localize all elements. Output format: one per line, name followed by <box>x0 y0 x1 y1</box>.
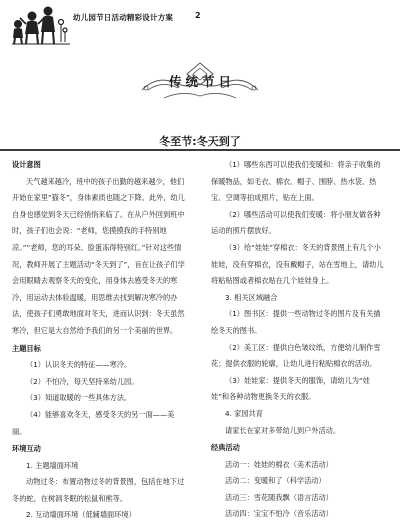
paragraph: （3）知道取暖的一些具体方法。 <box>26 393 132 403</box>
title-divider <box>0 149 400 151</box>
paragraph: 天气越来越冷，班中的孩子出勤的越来越少，他们开始在家里“猫冬”，身体素质也随之下降。此外，幼儿自身也感觉到冬天已经悄悄来临了。在从户外回到班中时，孩子们也会说：“老师，您摸摸我的手特别地凉。”“老师，您的耳朵、脸蛋冻得特别红。”针对这些情况，教师开展了主题活动“冬天到了”，旨在让孩子们学会用眼睛去观察冬天的变化，用身体去感受冬天的寒冷，用运动去体验温暖，用思维去找到解决寒冷的办法，使孩子们勇敢地面对冬天，进而认识到：冬天虽然寒冷，但它是大自然给予我们的另一个美丽的世界。 <box>12 176 185 335</box>
section-heading: 设计意图 <box>12 160 41 169</box>
paragraph: （1）图书区：提供一些动物过冬的图片及有关描绘冬天的图书。 <box>211 309 381 335</box>
section-heading: 环境互动 <box>12 444 41 454</box>
paragraph: （4）能够喜欢冬天，感受冬天的另一面——美丽。 <box>12 409 175 436</box>
page-number: 2 <box>195 11 201 20</box>
paragraph: 活动一：娃娃的棉衣（美术活动） <box>225 459 333 469</box>
paragraph: （2）不怕冷，每天坚持来幼儿园。 <box>26 376 139 386</box>
paragraph: 2. 互动墙面环境（低辅墙面环境） <box>26 510 136 520</box>
paragraph: （2）美工区：提供白色皱纹纸，方便幼儿制作雪花；提供衣服的轮廓，让幼儿进行粘贴棉衣的活动。 <box>211 342 381 369</box>
paragraph: （2）哪些活动可以使我们变暖：将小朋友做各种运动的照片摆放好。 <box>211 209 381 236</box>
paragraph: 活动四：宝宝不怕冷（音乐活动） <box>225 509 333 519</box>
right-column <box>211 157 386 523</box>
children-logo-icon <box>10 2 70 46</box>
paragraph: 请家长在家对多带幼儿到户外活动。 <box>225 425 341 435</box>
page-header <box>0 0 400 48</box>
section-heading: 主题目标 <box>12 343 41 353</box>
paragraph: 活动三：雪花随我飘（语言活动） <box>225 492 333 502</box>
paragraph: （1）认识冬天的特征——寒冷。 <box>26 360 132 370</box>
paragraph: 1. 主题墙面环境 <box>26 460 79 470</box>
left-column <box>12 157 187 524</box>
section-heading: 经典活动 <box>211 443 240 453</box>
paragraph: 动物过冬：布置动物过冬的背景图，包括在地下过冬的蛇，在树洞冬眠的松鼠和熊等。 <box>12 477 185 503</box>
paragraph: 3. 相关区域融合 <box>225 292 278 302</box>
section-title: 传统节日 <box>168 74 235 89</box>
lesson-title: 冬至节:冬天到了 <box>159 135 241 148</box>
paragraph: 活动二：变暖和了（科学活动） <box>225 476 326 486</box>
paragraph: （3）娃娃家：提供冬天的服饰，请幼儿为“娃娃”和各种动物更换冬天的衣服。 <box>211 375 370 402</box>
paragraph: （3）给“娃娃”穿棉衣：冬天的背景图上有几个小娃娃，没有穿棉衣，没有戴帽子，站在雪地上，请幼儿将粘贴图或者棉衣贴在几个娃娃身上。 <box>211 242 384 286</box>
header-title: 幼儿园节日活动精彩设计方案 <box>73 13 174 22</box>
paragraph: （1）哪些东西可以使我们变暖和：将亲子收集的保暖物品，如毛衣、棉衣、帽子、围脖、热水袋、热宝、空调等拍成照片，贴在上面。 <box>211 160 381 203</box>
paragraph: 4. 家园共育 <box>225 408 263 418</box>
